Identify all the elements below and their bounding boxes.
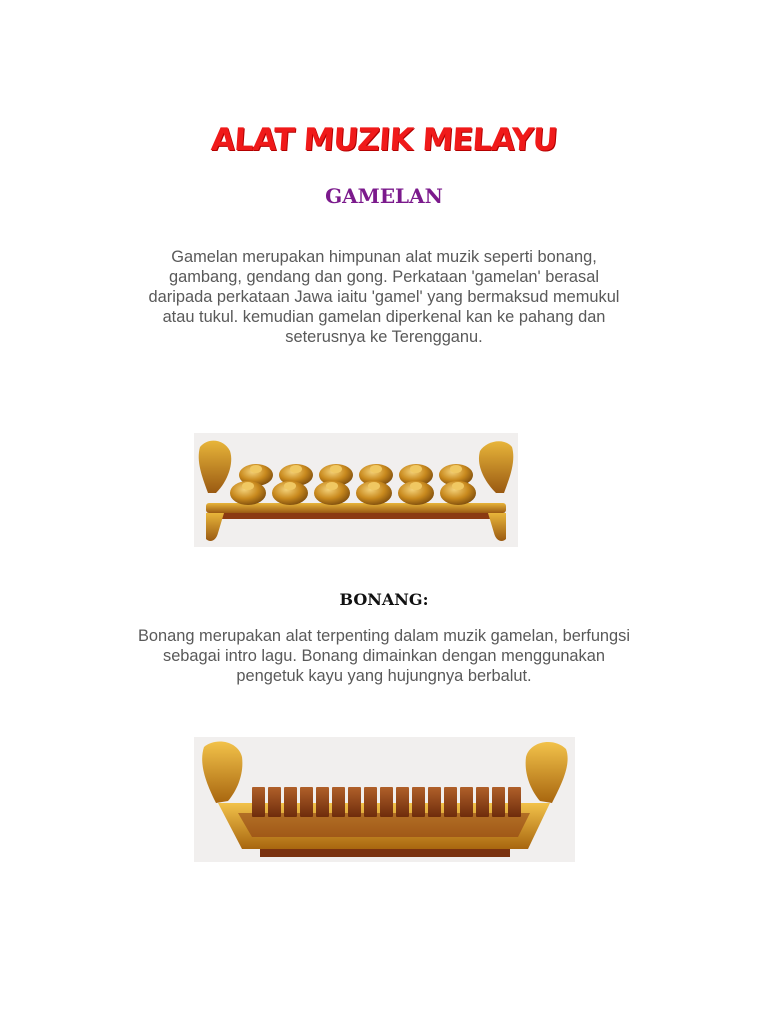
paragraph-line: pengetuk kayu yang hujungnya berbalut.	[236, 667, 532, 685]
gamelan-paragraph	[0, 247, 768, 347]
gamelan-image	[194, 433, 518, 547]
bonang-image	[194, 737, 575, 862]
paragraph-line: atau tukul. kemudian gamelan diperkenal kan ke pahang dan	[162, 308, 606, 326]
paragraph-line: seterusnya ke Terengganu.	[285, 328, 483, 346]
paragraph-line: Gamelan merupakan himpunan alat muzik seperti bonang,	[171, 248, 597, 266]
bonang-heading: BONANG:	[339, 590, 429, 609]
paragraph-line: gambang, gendang dan gong. Perkataan 'gamelan' berasal	[168, 268, 599, 286]
gong-set-illustration	[194, 433, 518, 547]
paragraph-line: Bonang merupakan alat terpenting dalam muzik gamelan, berfungsi	[137, 627, 630, 645]
paragraph-line: daripada perkataan Jawa iaitu 'gamel' yang bermaksud memukul	[148, 288, 620, 306]
gamelan-heading: GAMELAN	[325, 184, 443, 208]
page-title: ALAT MUZIK MELAYU	[209, 122, 559, 158]
bonang-paragraph	[0, 626, 768, 686]
paragraph-line: sebagai intro lagu. Bonang dimainkan dengan menggunakan	[163, 647, 605, 665]
xylophone-illustration	[194, 737, 575, 862]
